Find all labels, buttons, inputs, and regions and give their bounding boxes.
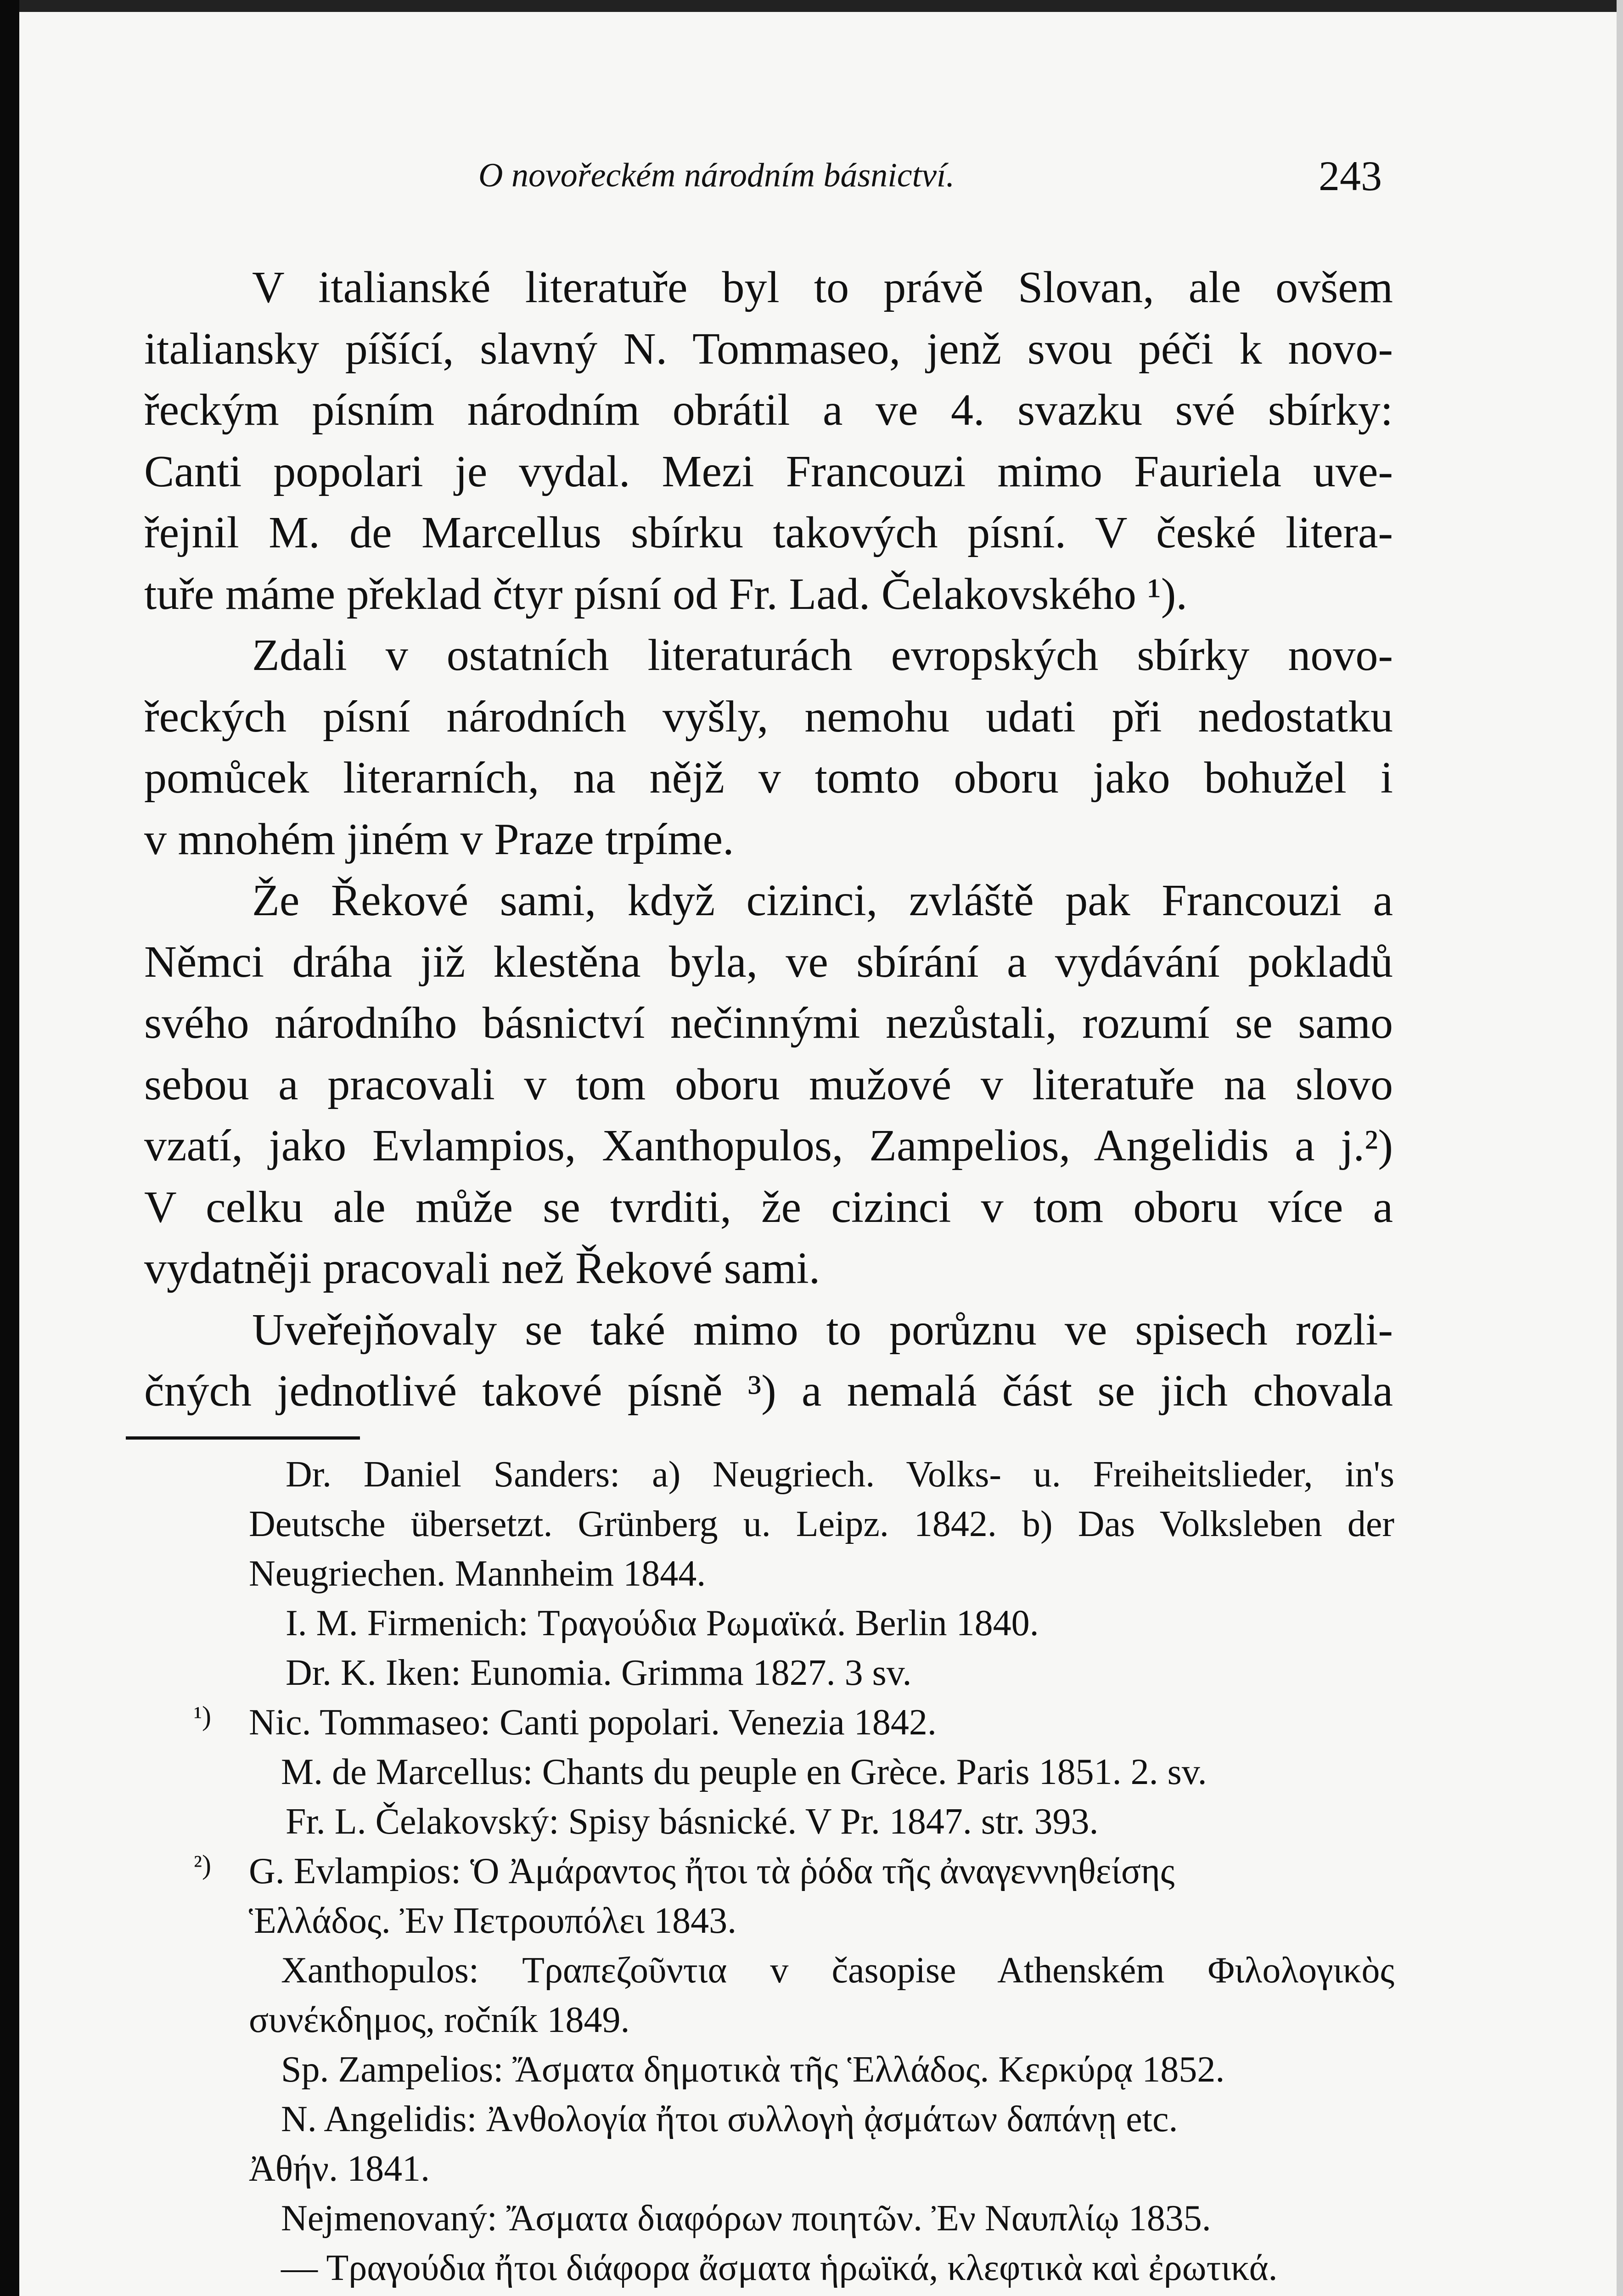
- body-line: řeckým písním národním obrátil a ve 4. svazku své sbírky:: [144, 385, 1393, 435]
- footnote-line: [134, 1698, 1394, 1747]
- body-line: čných jednotlivé takové písně ³) a nemalá část se jich chovala: [144, 1366, 1393, 1416]
- footnote-line: Ἑλλάδος. Ἐν Πετρουπόλει 1843.: [249, 1901, 737, 1941]
- footnote-line: Dr. Daniel Sanders: a) Neugriech. Volks- u. Freiheitslieder, in's: [286, 1454, 1394, 1495]
- footnote-line: [134, 1846, 1394, 1896]
- body-line: V celku ale může se tvrditi, že cizinci v tom oboru více a: [144, 1182, 1393, 1232]
- body-line: pomůcek literarních, na nějž v tomto oboru jako bohužel i: [144, 753, 1393, 803]
- footnote-line: Dr. K. Iken: Eunomia. Grimma 1827. 3 sv.: [286, 1653, 912, 1693]
- body-line: řeckých písní národních vyšly, nemohu udati při nedostatku: [144, 692, 1393, 742]
- body-line: Uveřejňovaly se také mimo to porůznu ve spisech rozli-: [252, 1305, 1393, 1355]
- footnote-line: I. M. Firmenich: Τραγούδια Ρωμαϊκά. Berlin 1840.: [286, 1603, 1039, 1643]
- footnote-line: M. de Marcellus: Chants du peuple en Grèce. Paris 1851. 2. sv.: [281, 1752, 1207, 1792]
- body-line: vydatněji pracovali než Řekové sami.: [144, 1244, 820, 1293]
- footnotes: [134, 1450, 1394, 2296]
- body-line: vzatí, jako Evlampios, Xanthopulos, Zampelios, Angelidis a j.²): [144, 1121, 1393, 1171]
- footnote-text: Nic. Tommaseo: Canti popolari. Venezia 1842.: [249, 1702, 937, 1743]
- footnote-text: G. Evlampios: Ὁ Ἀμάραντος ἤτοι τὰ ῥόδα τῆς ἀναγεννηθείσης: [249, 1851, 1175, 1891]
- body-line: Němci dráha již klestěna byla, ve sbírání a vydávání pokladů: [144, 937, 1393, 987]
- body-text: [144, 257, 1393, 1422]
- footnote-rule: [126, 1436, 360, 1440]
- body-line: svého národního básnictví nečinnými nezůstali, rozumí se samo: [144, 998, 1393, 1048]
- body-line: Že Řekové sami, když cizinci, zvláště pak Francouzi a: [252, 876, 1393, 925]
- footnote-line: συνέκδημος, ročník 1849.: [249, 2000, 630, 2040]
- running-head: O novořeckém národním básnictví.: [478, 157, 955, 194]
- footnote-line: Nejmenovaný: Ἄσματα διαφόρων ποιητῶν. Ἐν Ναυπλίῳ 1835.: [281, 2198, 1211, 2239]
- page-header: [478, 152, 1397, 207]
- footnote-line: Ἀθήν. 1841.: [249, 2149, 430, 2189]
- footnote-line: Deutsche übersetzt. Grünberg u. Leipz. 1842. b) Das Volksleben der: [249, 1504, 1394, 1544]
- footnote-marker-2: ²): [194, 1850, 211, 1880]
- scan-right-edge: [1617, 0, 1623, 2296]
- body-line: tuře máme překlad čtyr písní od Fr. Lad. Čelakovského ¹).: [144, 569, 1187, 619]
- footnote-line: Neugriechen. Mannheim 1844.: [249, 1553, 706, 1594]
- body-line: V italianské literatuře byl to právě Slovan, ale ovšem: [252, 263, 1393, 312]
- body-line: v mnohém jiném v Praze trpíme.: [144, 814, 734, 864]
- body-line: Zdali v ostatních literaturách evropských sbírky novo-: [252, 630, 1393, 680]
- page-number: 243: [1319, 152, 1382, 199]
- footnote-line: Xanthopulos: Τραπεζοῦντια v časopise Athenském Φιλολογικὸς: [281, 1950, 1394, 1991]
- body-line: italiansky píšící, slavný N. Tommaseo, jenž svou péči k novo-: [144, 324, 1393, 374]
- body-line: Canti popolari je vydal. Mezi Francouzi mimo Fauriela uve-: [144, 446, 1393, 496]
- footnote-line: N. Angelidis: Ἀνθολογία ἤτοι συλλογὴ ᾀσμάτων δαπάνῃ etc.: [281, 2099, 1178, 2139]
- scan-top-edge: [19, 0, 1623, 12]
- footnote-line: — Τραγούδια ἤτοι διάφορα ἄσματα ἡρωϊκά, κλεφτικὰ καὶ ἐρωτικά.: [281, 2248, 1278, 2288]
- body-line: sebou a pracovali v tom oboru mužové v literatuře na slovo: [144, 1059, 1393, 1109]
- footnote-marker-1: ¹): [194, 1701, 211, 1731]
- footnote-line: Fr. L. Čelakovský: Spisy básnické. V Pr. 1847. str. 393.: [286, 1801, 1099, 1842]
- body-line: řejnil M. de Marcellus sbírku takových písní. V české litera-: [144, 508, 1393, 557]
- footnote-line: [134, 2293, 1394, 2296]
- footnote-line: Sp. Zampelios: Ἄσματα δημοτικὰ τῆς Ἑλλάδος. Κερκύρᾳ 1852.: [281, 2049, 1225, 2090]
